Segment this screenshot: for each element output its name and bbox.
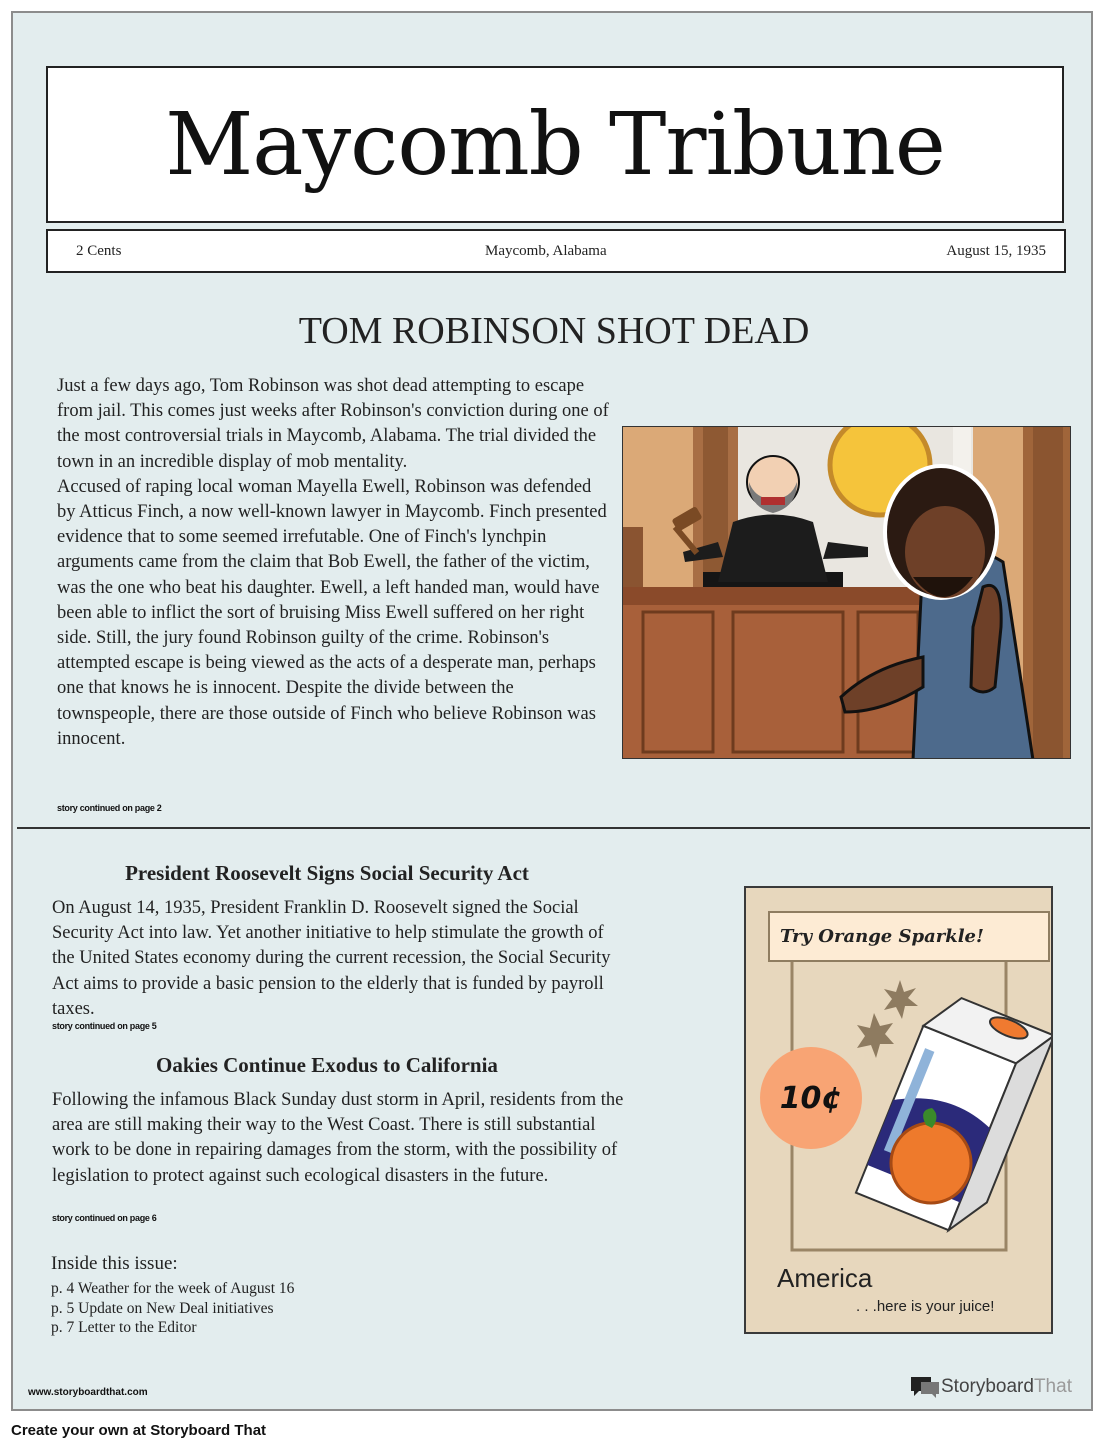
lead-continued-note: story continued on page 2 xyxy=(57,803,162,813)
lead-paragraph-2: Accused of raping local woman Mayella Ewell, Robinson was defended by Atticus Finch, a now well-known lawyer in Maycomb. Finch presented evidence that to some seemed irrefutable. One of Finch's lynchpin arguments came from the claim that Bob Ewell, the father of the victim, was the one who beat his daughter. Ewell, a left handed man, would have been able to inflict the sort of bruising Miss Ewell suffered on her right side. Still, the jury found Robinson guilty of the crime. Robinson's attempted escape is being viewed as the acts of a desperate man, perhaps one that knows he is innocent. Despite the divide between the townspeople, there are those outside of Finch who believe Robinson was innocent. xyxy=(57,476,607,749)
story-2-headline: President Roosevelt Signs Social Security Act xyxy=(125,861,529,885)
date-label: August 15, 1935 xyxy=(946,243,1046,259)
ad-tagline: . . .here is your juice! xyxy=(856,1298,995,1315)
storyboardthat-logo[interactable] xyxy=(909,1375,1072,1399)
dateline-bar xyxy=(46,229,1066,273)
story-2-continued-note: story continued on page 5 xyxy=(52,1021,157,1031)
story-3-headline: Oakies Continue Exodus to California xyxy=(156,1053,498,1077)
logo-storyboard: Storyboard xyxy=(941,1376,1034,1397)
masthead xyxy=(46,66,1064,223)
inside-issue-title: Inside this issue: xyxy=(51,1253,178,1274)
ad-banner: Try Orange Sparkle! xyxy=(768,911,1050,962)
create-your-own-link[interactable]: Create your own at Storyboard That xyxy=(11,1422,267,1439)
price-label: 2 Cents xyxy=(76,243,122,259)
speech-bubble-icon xyxy=(909,1375,941,1399)
story-3-body: Following the infamous Black Sunday dust storm in April, residents from the area are still making their way to the West Coast. There is still substantial work to be done in repairing damages from the storm, with the possibility of legislation to protect against such ecological disasters in the future. xyxy=(52,1090,624,1186)
story-2-body: On August 14, 1935, President Franklin D. Roosevelt signed the Social Security Act into law. Yet another initiative to help stimulate the growth of the United States economy during the current recession, the Social Security Act aims to provide a basic pension to the elderly that is funded by payroll taxes. xyxy=(52,898,611,1019)
site-url[interactable]: www.storyboardthat.com xyxy=(28,1387,148,1398)
section-divider xyxy=(17,827,1090,829)
newspaper-title: Maycomb Tribune xyxy=(165,94,945,195)
newspaper-page xyxy=(11,11,1093,1411)
lead-paragraph-1: Just a few days ago, Tom Robinson was shot dead attempting to escape from jail. This comes just weeks after Robinson's conviction during one of the most controversial trials in Maycomb, Alabama. The trial divided the town in an incredible display of mob mentality. xyxy=(57,376,609,472)
orange-sparkle-ad xyxy=(744,886,1053,1334)
inside-this-issue xyxy=(51,1253,294,1338)
price-badge: 10¢ xyxy=(760,1047,862,1149)
lead-story xyxy=(57,374,612,752)
ad-brand: America xyxy=(777,1263,873,1293)
logo-that: That xyxy=(1033,1376,1072,1397)
location-label: Maycomb, Alabama xyxy=(485,243,607,259)
lead-headline: TOM ROBINSON SHOT DEAD xyxy=(298,310,810,352)
courtroom-scene-image xyxy=(623,427,1071,759)
courtroom-illustration xyxy=(622,426,1071,759)
inside-issue-item: p. 7 Letter to the Editor xyxy=(51,1319,197,1336)
story-3-continued-note: story continued on page 6 xyxy=(52,1213,157,1223)
inside-issue-item: p. 5 Update on New Deal initiatives xyxy=(51,1299,274,1317)
inside-issue-item: p. 4 Weather for the week of August 16 xyxy=(51,1280,295,1297)
